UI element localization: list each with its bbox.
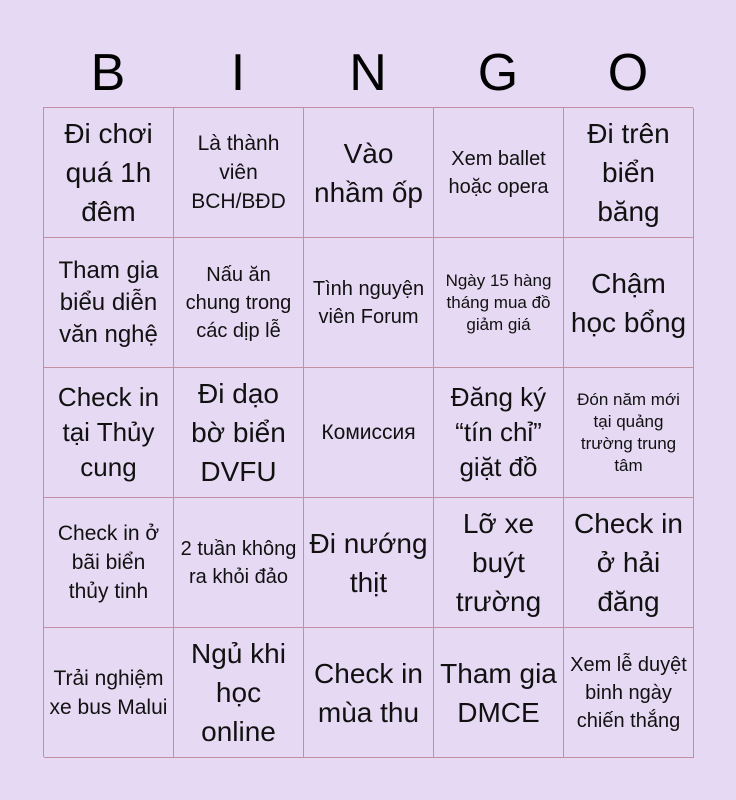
bingo-cell-r2-c2[interactable]: [174, 238, 304, 368]
cell-text: Chậm học bổng: [570, 267, 687, 338]
header-letter-o: O: [607, 44, 649, 102]
bingo-cell-r3-c1[interactable]: [44, 368, 174, 498]
bingo-cell-r1-c4[interactable]: [434, 108, 564, 238]
bingo-cell-r1-c3[interactable]: [304, 108, 434, 238]
header-letter-i: I: [230, 44, 246, 102]
cell-text: Ngủ khi học online: [191, 638, 286, 747]
bingo-cell-r5-c1[interactable]: [44, 628, 174, 758]
cell-text: Xem ballet hoặc opera: [448, 147, 549, 198]
bingo-header: [43, 42, 693, 104]
cell-text: Đi dạo bờ biển DVFU: [191, 378, 286, 487]
bingo-cell-r1-c5[interactable]: [564, 108, 694, 238]
bingo-cell-r5-c4[interactable]: [434, 628, 564, 758]
cell-text: Đăng ký “tín chỉ” giặt đồ: [450, 382, 547, 482]
cell-text: Vào nhầm ốp: [314, 137, 423, 208]
bingo-cell-r2-c1[interactable]: [44, 238, 174, 368]
cell-text: Комиссия: [321, 421, 416, 444]
cell-text: Là thành viên BCH/BĐD: [191, 132, 286, 213]
header-letter-g: G: [477, 44, 519, 102]
bingo-cell-r4-c5[interactable]: [564, 498, 694, 628]
cell-text: Check in mùa thu: [314, 657, 423, 728]
bingo-cell-r5-c5[interactable]: [564, 628, 694, 758]
bingo-board: [43, 107, 693, 757]
cell-text: 2 tuần không ra khỏi đảo: [180, 537, 297, 588]
header-letter-n: N: [349, 44, 387, 102]
cell-text: Tham gia DMCE: [440, 657, 557, 728]
bingo-cell-r4-c2[interactable]: [174, 498, 304, 628]
bingo-cell-r4-c1[interactable]: [44, 498, 174, 628]
bingo-cell-r3-c3[interactable]: [304, 368, 434, 498]
bingo-cell-r5-c2[interactable]: [174, 628, 304, 758]
header-letter-b: B: [90, 44, 126, 102]
bingo-cell-r3-c4[interactable]: [434, 368, 564, 498]
cell-text: Trải nghiệm xe bus Malui: [49, 666, 168, 719]
cell-text: Ngày 15 hàng tháng mua đồ giảm giá: [445, 270, 552, 334]
bingo-cell-r4-c3[interactable]: [304, 498, 434, 628]
bingo-cell-r5-c3[interactable]: [304, 628, 434, 758]
bingo-cell-r3-c2[interactable]: [174, 368, 304, 498]
cell-text: Check in ở hải đăng: [574, 508, 683, 617]
cell-text: Đi trên biển băng: [587, 118, 670, 227]
cell-text: Đi nướng thịt: [309, 527, 428, 598]
bingo-cell-r1-c1[interactable]: [44, 108, 174, 238]
bingo-cell-r2-c5[interactable]: [564, 238, 694, 368]
bingo-cell-r4-c4[interactable]: [434, 498, 564, 628]
cell-text: Check in ở bãi biển thủy tinh: [57, 522, 160, 603]
cell-text: Tình nguyện viên Forum: [312, 277, 425, 328]
cell-text: Tham gia biểu diễn văn nghệ: [58, 256, 159, 348]
cell-text: Lỡ xe buýt trường: [455, 508, 542, 617]
bingo-cell-r3-c5[interactable]: [564, 368, 694, 498]
cell-text: Đón năm mới tại quảng trường trung tâm: [577, 389, 680, 475]
bingo-cell-r2-c3[interactable]: [304, 238, 434, 368]
bingo-cell-r2-c4[interactable]: [434, 238, 564, 368]
cell-text: Xem lễ duyệt binh ngày chiến thắng: [570, 653, 687, 732]
bingo-cell-r1-c2[interactable]: [174, 108, 304, 238]
cell-text: Nấu ăn chung trong các dịp lễ: [185, 263, 292, 342]
cell-text: Đi chơi quá 1h đêm: [64, 118, 153, 227]
cell-text: Check in tại Thủy cung: [57, 382, 160, 482]
